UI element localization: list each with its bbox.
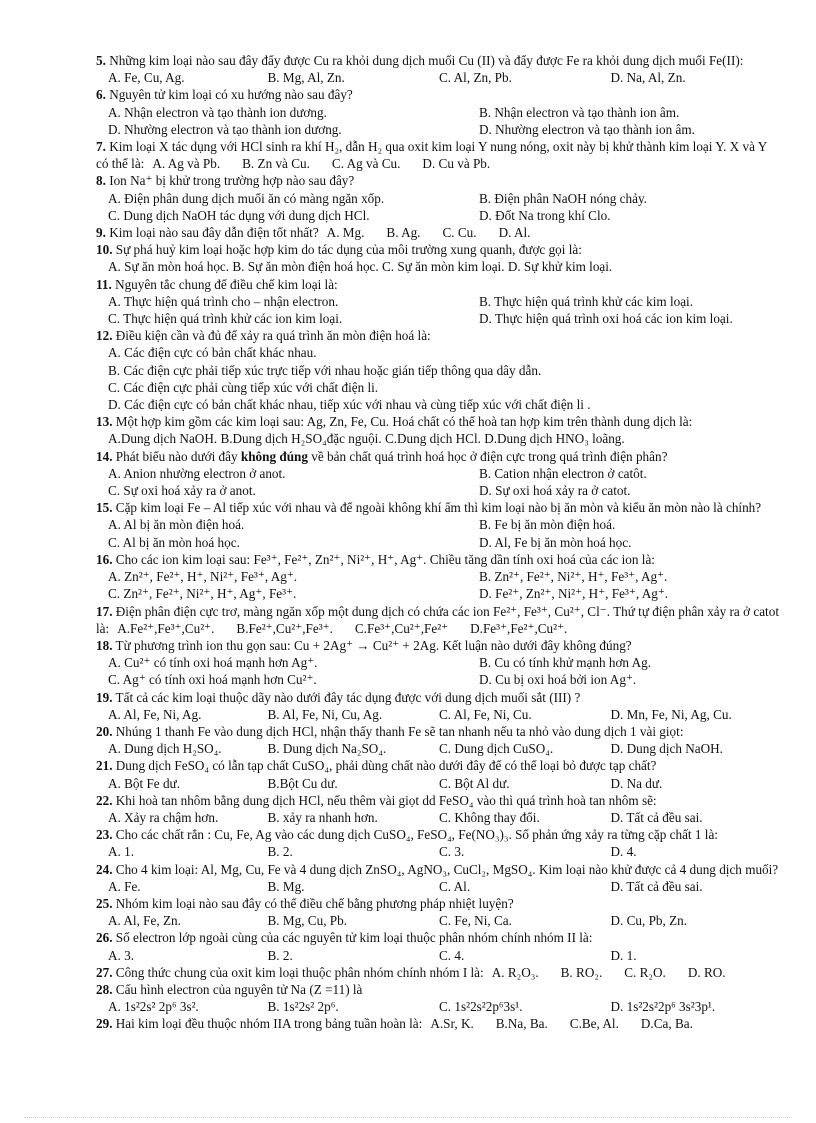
answer-option: C. Ag và Cu. xyxy=(331,156,401,172)
question-number: 26. xyxy=(96,930,113,946)
answer-option: A. Bột Fe dư. xyxy=(108,775,180,791)
question-text: Cho 4 kim loại: Al, Mg, Cu, Fe và 4 dung dịch ZnSO₄, AgNO₃, CuCl₂, MgSO₄. Kim loại nào khử được cả 4 dung dịch muối? xyxy=(115,861,779,877)
answer-options xyxy=(96,465,782,499)
question-number: 18. xyxy=(96,637,113,653)
answer-option: C. Sự oxi hoá xảy ra ở anot. xyxy=(108,483,256,499)
answer-option: C. Fe, Ni, Ca. xyxy=(439,913,512,929)
answer-option: A. Al bị ăn mòn điện hoá. xyxy=(108,517,245,533)
answer-option: B. Fe bị ăn mòn điện hoá. xyxy=(479,517,616,533)
answer-option: A.Fe²⁺,Fe³⁺,Cu²⁺. xyxy=(117,620,215,636)
answer-option: C. Dung dịch NaOH tác dụng với dung dịch HCl. xyxy=(108,207,370,223)
question-26 xyxy=(96,929,782,963)
question-text: Nhóm kim loại nào sau đây có thể điều chế bằng phương pháp nhiệt luyện? xyxy=(115,895,514,911)
answer-option: B. Cation nhận electron ở catôt. xyxy=(479,465,647,481)
question-stem xyxy=(96,1016,422,1031)
answer-option: C. Cu. xyxy=(442,225,477,241)
question-19 xyxy=(96,689,782,723)
question-18 xyxy=(96,637,782,689)
question-20 xyxy=(96,723,782,757)
question-number: 6. xyxy=(96,87,106,103)
answer-option: B. Ag. xyxy=(386,225,421,241)
answer-option: D. Các điện cực có bản chất khác nhau, tiếp xúc với nhau và cùng tiếp xúc với chất điện li . xyxy=(108,397,591,413)
question-15 xyxy=(96,499,782,551)
answer-option: A. Mg. xyxy=(326,225,365,241)
answer-option: C. Al, Fe, Ni, Cu. xyxy=(439,706,532,722)
question-number: 29. xyxy=(96,1016,113,1032)
answer-option: D. 1s²2s²2p⁶ 3s²3p¹. xyxy=(610,999,716,1015)
answer-option: B. Mg, Al, Zn. xyxy=(267,70,345,86)
question-stem xyxy=(96,758,656,773)
answer-option: B. RO₂. xyxy=(560,964,603,980)
question-stem xyxy=(96,638,632,653)
answer-option: B. Điện phân NaOH nóng chảy. xyxy=(479,190,647,206)
question-text: Nguyên tử kim loại có xu hướng nào sau đây? xyxy=(109,87,353,103)
question-23 xyxy=(96,826,782,860)
question-stem xyxy=(96,965,484,980)
answer-option: C. Các điện cực phải cùng tiếp xúc với chất điện li. xyxy=(108,379,379,395)
answer-option: C. 4. xyxy=(439,947,465,963)
answer-options xyxy=(109,621,567,636)
answer-option: A. Thực hiện quá trình cho – nhận electron. xyxy=(108,293,339,309)
answer-options xyxy=(96,947,782,964)
answer-options xyxy=(96,568,782,602)
question-stem xyxy=(96,242,582,257)
answer-option: C. Không thay đổi. xyxy=(439,809,540,825)
answer-option: B. Zn²⁺, Fe²⁺, Ni²⁺, H⁺, Fe³⁺, Ag⁺. xyxy=(479,569,668,585)
answer-option: A. Các điện cực có bản chất khác nhau. xyxy=(108,345,317,361)
question-17 xyxy=(96,603,782,637)
question-number: 9. xyxy=(96,225,106,241)
question-number: 24. xyxy=(96,861,113,877)
question-stem xyxy=(96,277,338,292)
answer-options xyxy=(319,225,531,240)
answer-option: D. Cu và Pb. xyxy=(422,156,491,172)
question-stem xyxy=(96,225,319,240)
answer-option: A. R₂O₃. xyxy=(491,964,539,980)
question-number: 12. xyxy=(96,328,113,344)
question-text: Khi hoà tan nhôm bằng dung dịch HCl, nếu thêm vài giọt dd FeSO₄ vào thì quá trình hoà tan nhôm sẽ: xyxy=(115,792,657,808)
question-text: Tất cả các kim loại thuộc dãy nào dưới đây tác dụng được với dung dịch muối sắt (III) ? xyxy=(115,689,581,705)
answer-options xyxy=(96,775,782,792)
answer-option: A.Dung dịch NaOH. B.Dung dịch H₂SO₄đặc nguội. C.Dung dịch HCl. D.Dung dịch HNO₃ loãng. xyxy=(108,431,625,447)
answer-options xyxy=(96,516,782,550)
answer-option: A. Xảy ra chậm hơn. xyxy=(108,809,219,825)
answer-option: D. 4. xyxy=(610,844,637,860)
answer-option: D. RO. xyxy=(687,964,726,980)
answer-option: D.Fe³⁺,Fe²⁺,Cu²⁺. xyxy=(470,620,568,636)
question-13 xyxy=(96,413,782,447)
question-5 xyxy=(96,52,782,86)
question-number: 25. xyxy=(96,895,113,911)
answer-option: C. 3. xyxy=(439,844,465,860)
page-bottom-rule xyxy=(24,1117,792,1118)
answer-option: A. Fe. xyxy=(108,878,141,894)
question-text: Từ phương trình ion thu gọn sau: Cu + 2Ag⁺ → Cu²⁺ + 2Ag. Kết luận nào dưới đây không đúng? xyxy=(115,637,632,653)
answer-option: A. Nhận electron và tạo thành ion dương. xyxy=(108,104,327,120)
question-21 xyxy=(96,757,782,791)
question-text: Hai kim loại đều thuộc nhóm IIA trong bảng tuần hoàn là: xyxy=(115,1016,423,1032)
answer-option: B. Thực hiện quá trình khử các kim loại. xyxy=(479,293,694,309)
question-14 xyxy=(96,448,782,500)
answer-option: D. 1. xyxy=(610,947,637,963)
answer-option: D. Mn, Fe, Ni, Ag, Cu. xyxy=(610,706,732,722)
answer-option: D. Sự oxi hoá xảy ra ở catot. xyxy=(479,483,631,499)
question-number: 20. xyxy=(96,723,113,739)
answer-option: B. 2. xyxy=(267,947,293,963)
answer-option: D. Na, Al, Zn. xyxy=(610,70,686,86)
question-number: 13. xyxy=(96,414,113,430)
question-25 xyxy=(96,895,782,929)
answer-option: D. Dung dịch NaOH. xyxy=(610,741,723,757)
answer-options xyxy=(96,654,782,688)
question-stem xyxy=(96,173,354,188)
answer-option: A. Zn²⁺, Fe²⁺, H⁺, Ni²⁺, Fe³⁺, Ag⁺. xyxy=(108,569,298,585)
answer-option: D. Tất cả đều sai. xyxy=(610,878,703,894)
answer-option: C. Al. xyxy=(439,878,471,894)
question-stem xyxy=(96,552,655,567)
answer-option: B. xảy ra nhanh hơn. xyxy=(267,809,378,825)
question-stem xyxy=(96,724,683,739)
answer-option: A. Anion nhường electron ở anot. xyxy=(108,465,286,481)
answer-options xyxy=(96,69,782,86)
answer-options xyxy=(96,430,782,447)
answer-options xyxy=(96,843,782,860)
answer-option: A. 1s²2s² 2p⁶ 3s². xyxy=(108,999,199,1015)
question-text: Điều kiện cần và đủ để xảy ra quá trình ăn mòn điện hoá là: xyxy=(115,328,431,344)
answer-option: C.Be, Al. xyxy=(569,1016,619,1032)
question-text: Kim loại X tác dụng với HCl sinh ra khí H₂, dẫn H₂ qua oxit kim loại Y nung nóng, oxit này bị khử thành kim loại Y. X và Y có thể là: xyxy=(96,139,767,172)
question-number: 15. xyxy=(96,500,113,516)
answer-options xyxy=(96,344,782,413)
question-29 xyxy=(96,1015,782,1032)
question-text: Cho các chất rắn : Cu, Fe, Ag vào các dung dịch CuSO₄, FeSO₄, Fe(NO₃)₃. Số phản ứng xảy ra từng cặp chất 1 là: xyxy=(115,827,718,843)
answer-option: B. Các điện cực phải tiếp xúc trực tiếp với nhau hoặc gián tiếp thông qua dây dẫn. xyxy=(108,362,542,378)
answer-option: A. Sự ăn mòn hoá học. B. Sự ăn mòn điện hoá học. C. Sự ăn mòn kim loại. D. Sự khử kim loại. xyxy=(108,259,613,275)
answer-option: C. Thực hiện quá trình khử các ion kim loại. xyxy=(108,311,343,327)
answer-option: B. Dung dịch Na₂SO₄. xyxy=(267,741,387,757)
answer-options xyxy=(96,190,782,224)
answer-option: D. Tất cả đều sai. xyxy=(610,809,703,825)
answer-options xyxy=(96,706,782,723)
question-stem xyxy=(96,896,514,911)
question-number: 22. xyxy=(96,792,113,808)
question-stem xyxy=(96,690,580,705)
question-text-cont: về bản chất quá trình hoá học ở điện cực trong quá trình điện phân? xyxy=(307,448,668,464)
question-number: 7. xyxy=(96,139,106,155)
question-24 xyxy=(96,861,782,895)
answer-option: D. Fe²⁺, Zn²⁺, Ni²⁺, H⁺, Fe³⁺, Ag⁺. xyxy=(479,586,669,602)
question-text: Dung dịch FeSO₄ có lẫn tạp chất CuSO₄, phải dùng chất nào dưới đây để có thể loại bỏ được tạp chất? xyxy=(115,758,657,774)
answer-options xyxy=(144,156,490,171)
question-stem xyxy=(96,930,592,945)
question-stem xyxy=(96,53,743,68)
answer-option: B. Mg. xyxy=(267,878,305,894)
question-10 xyxy=(96,241,782,275)
answer-options xyxy=(96,258,782,275)
answer-option: B.Bột Cu dư. xyxy=(267,775,338,791)
answer-option: B. 1s²2s² 2p⁶. xyxy=(267,999,339,1015)
answer-option: D. Đốt Na trong khí Clo. xyxy=(479,207,611,223)
answer-option: A. Al, Fe, Ni, Ag. xyxy=(108,706,202,722)
answer-option: A. Điện phân dung dịch muối ăn có màng ngăn xốp. xyxy=(108,190,385,206)
answer-option: D. Cu, Pb, Zn. xyxy=(610,913,688,929)
question-stem xyxy=(96,328,431,343)
answer-option: C. Al, Zn, Pb. xyxy=(439,70,512,86)
question-number: 19. xyxy=(96,689,113,705)
question-11 xyxy=(96,276,782,328)
answer-options xyxy=(96,878,782,895)
question-text: Cấu hình electron của nguyên tử Na (Z =11) là xyxy=(115,981,363,997)
question-8 xyxy=(96,172,782,224)
question-text: Nguyên tắc chung để điều chế kim loại là: xyxy=(115,276,338,292)
answer-option: A. 1. xyxy=(108,844,135,860)
answer-option: A. Al, Fe, Zn. xyxy=(108,913,181,929)
answer-options xyxy=(96,809,782,826)
answer-option: B. Al, Fe, Ni, Cu, Ag. xyxy=(267,706,383,722)
answer-option: B. Zn và Cu. xyxy=(242,156,310,172)
answer-options xyxy=(96,104,782,138)
answer-option: A. 3. xyxy=(108,947,135,963)
answer-option: A. Fe, Cu, Ag. xyxy=(108,70,185,86)
answer-option: D. Thực hiện quá trình oxi hoá các ion kim loại. xyxy=(479,311,733,327)
answer-option: B.Fe²⁺,Cu²⁺,Fe³⁺. xyxy=(236,620,333,636)
question-text: Sự phá huỷ kim loại hoặc hợp kim do tác dụng của môi trường xung quanh, được gọi là: xyxy=(115,242,582,258)
answer-option: D.Ca, Ba. xyxy=(640,1016,693,1032)
answer-options xyxy=(96,998,782,1015)
answer-option: D. Al, Fe bị ăn mòn hoá học. xyxy=(479,534,632,550)
answer-options xyxy=(96,740,782,757)
question-stem xyxy=(96,982,362,997)
question-stem xyxy=(96,827,718,842)
question-number: 10. xyxy=(96,242,113,258)
answer-option: B. 2. xyxy=(267,844,293,860)
answer-option: C. Bột Al dư. xyxy=(439,775,510,791)
answer-option: D. Al. xyxy=(498,225,531,241)
question-stem xyxy=(96,862,778,877)
question-text: Nhúng 1 thanh Fe vào dung dịch HCl, nhận thấy thanh Fe sẽ tan nhanh nếu ta nhỏ vào dung dịch 1 vài giọt: xyxy=(115,723,684,739)
question-number: 28. xyxy=(96,981,113,997)
question-16 xyxy=(96,551,782,603)
answer-options xyxy=(484,965,726,980)
question-text: Cho các ion kim loại sau: Fe³⁺, Fe²⁺, Zn²⁺, Ni²⁺, H⁺, Ag⁺. Chiều tăng dần tính oxi hoá của các ion là: xyxy=(115,551,655,567)
question-number: 5. xyxy=(96,53,106,68)
question-text: Cặp kim loại Fe – Al tiếp xúc với nhau và để ngoài không khí ẩm thì kim loại nào bị ăn mòn và kiểu ăn mòn nào là chính? xyxy=(115,500,762,516)
question-sheet xyxy=(96,52,782,1033)
question-text: Kim loại nào sau đây dẫn điện tốt nhất? xyxy=(109,225,319,241)
answer-option: B. Nhận electron và tạo thành ion âm. xyxy=(479,104,680,120)
question-6 xyxy=(96,86,782,138)
answer-option: B. Mg, Cu, Pb. xyxy=(267,913,348,929)
answer-option: C. Zn²⁺, Fe²⁺, Ni²⁺, H⁺, Ag⁺, Fe³⁺. xyxy=(108,586,297,602)
question-number: 17. xyxy=(96,603,113,619)
question-number: 16. xyxy=(96,551,113,567)
answer-option: A. Ag và Pb. xyxy=(152,156,221,172)
answer-option: A.Sr, K. xyxy=(430,1016,474,1032)
answer-option: C. Ag⁺ có tính oxi hoá mạnh hơn Cu²⁺. xyxy=(108,672,317,688)
question-text: Những kim loại nào sau đây đẩy được Cu ra khỏi dung dịch muối Cu (II) và đẩy được Fe ra khỏi dung dịch muối Fe(II): xyxy=(109,53,744,68)
answer-options xyxy=(96,912,782,929)
question-22 xyxy=(96,792,782,826)
answer-option: C. Dung dịch CuSO₄. xyxy=(439,741,554,757)
question-28 xyxy=(96,981,782,1015)
answer-option: C. Al bị ăn mòn hoá học. xyxy=(108,534,240,550)
question-text: Phát biểu nào dưới đây xyxy=(115,448,241,464)
answer-options xyxy=(96,293,782,327)
question-number: 23. xyxy=(96,827,113,843)
answer-option: B.Na, Ba. xyxy=(495,1016,548,1032)
question-text: Số electron lớp ngoài cùng của các nguyên tử kim loại thuộc phân nhóm chính nhóm II là: xyxy=(115,930,593,946)
question-stem xyxy=(96,414,692,429)
question-number: 11. xyxy=(96,276,112,292)
question-stem xyxy=(96,87,353,102)
question-number: 21. xyxy=(96,758,113,774)
question-7 xyxy=(96,138,782,172)
question-12 xyxy=(96,327,782,413)
question-stem xyxy=(96,449,667,464)
question-number: 27. xyxy=(96,964,113,980)
answer-options xyxy=(422,1016,693,1031)
question-text: Ion Na⁺ bị khử trong trường hợp nào sau đây? xyxy=(109,173,355,189)
question-number: 8. xyxy=(96,173,106,189)
answer-option: A. Dung dịch H₂SO₄. xyxy=(108,741,222,757)
question-number: 14. xyxy=(96,448,113,464)
emphasis-text: không đúng xyxy=(240,448,308,464)
answer-option: D. Nhường electron và tạo thành ion dương. xyxy=(108,121,342,137)
question-stem xyxy=(96,793,657,808)
answer-option: D. Nhường electron và tạo thành ion âm. xyxy=(479,121,695,137)
answer-option: A. Cu²⁺ có tính oxi hoá mạnh hơn Ag⁺. xyxy=(108,655,318,671)
answer-option: C.Fe³⁺,Cu²⁺,Fe²⁺ xyxy=(354,620,449,636)
answer-option: C. 1s²2s²2p⁶3s¹. xyxy=(439,999,523,1015)
question-9 xyxy=(96,224,782,241)
question-27 xyxy=(96,964,782,981)
question-stem xyxy=(96,500,761,515)
question-text: Công thức chung của oxit kim loại thuộc phân nhóm chính nhóm I là: xyxy=(115,964,484,980)
answer-option: D. Cu bị oxi hoá bởi ion Ag⁺. xyxy=(479,672,637,688)
answer-option: C. R₂O. xyxy=(624,964,666,980)
answer-option: D. Na dư. xyxy=(610,775,663,791)
answer-option: B. Cu có tính khử mạnh hơn Ag. xyxy=(479,655,652,671)
question-text: Một hợp kim gồm các kim loại sau: Ag, Zn, Fe, Cu. Hoá chất có thể hoà tan hợp kim trên thành dung dịch là: xyxy=(115,414,693,430)
question-text: Điện phân điện cực trơ, màng ngăn xốp một dung dịch có chứa các ion Fe²⁺, Fe³⁺, Cu²⁺, Cl⁻. Thứ tự điện phân xảy ra ở catot là: xyxy=(96,603,779,636)
